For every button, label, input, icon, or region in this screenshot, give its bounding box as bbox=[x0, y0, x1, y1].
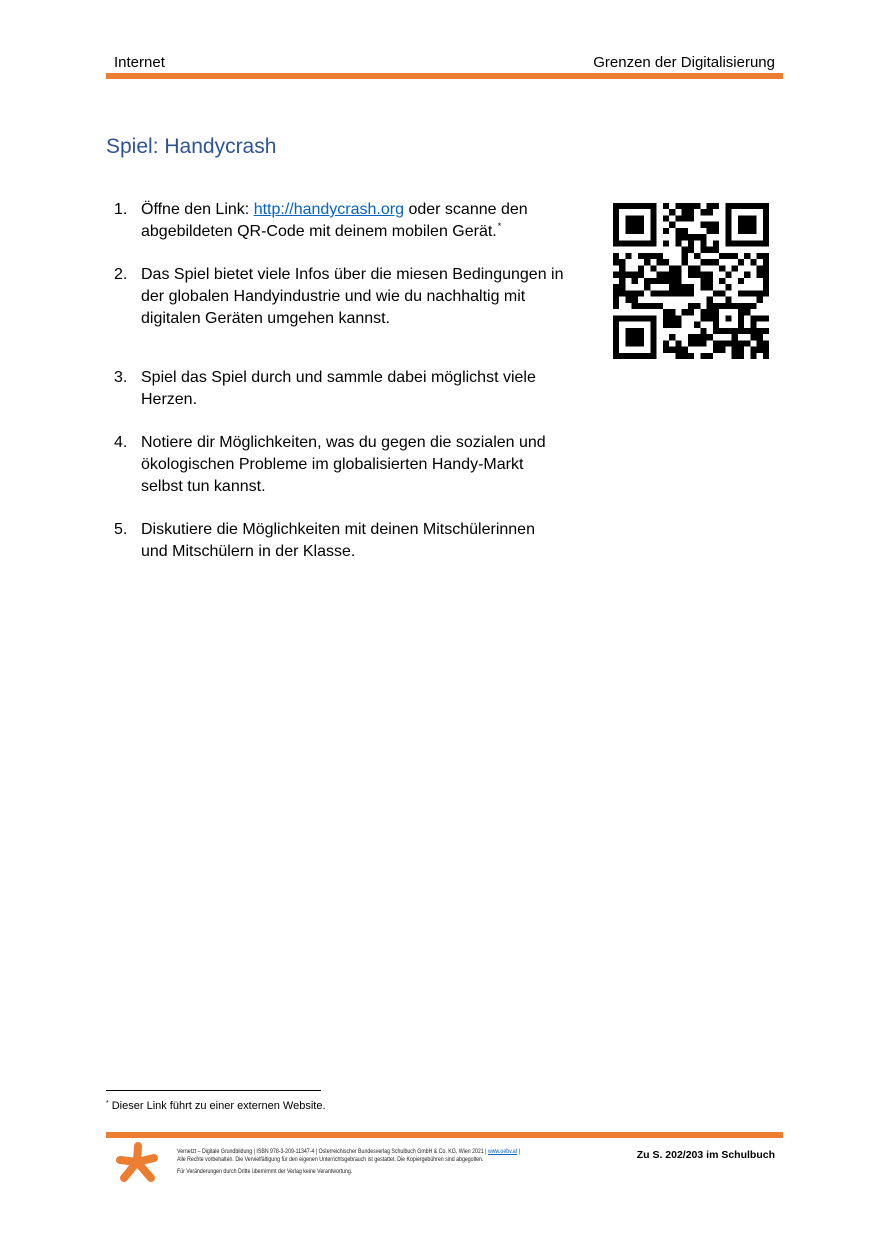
task-text-line: Herzen. bbox=[141, 391, 198, 408]
task-text-line: Notiere dir Möglichkeiten, was du gegen die sozialen und bbox=[141, 434, 546, 451]
task-text-line: ökologischen Probleme im globalisierten Handy-Markt bbox=[141, 456, 524, 473]
task-item bbox=[114, 367, 594, 411]
task-text-line bbox=[141, 199, 528, 221]
header-topic-label: Grenzen der Digitalisierung bbox=[593, 54, 775, 71]
task-text bbox=[141, 199, 528, 243]
footer-line bbox=[177, 1148, 520, 1156]
footnote bbox=[106, 1099, 326, 1113]
task-list bbox=[114, 199, 594, 563]
task-text-line: Diskutiere die Möglichkeiten mit deinen Mitschülerinnen bbox=[141, 521, 535, 538]
schoolbook-page-reference: Zu S. 202/203 im Schulbuch bbox=[636, 1149, 775, 1161]
task-link-intro: Öffne den Link: bbox=[141, 201, 250, 218]
task-text bbox=[141, 432, 546, 498]
task-text-segment: abgebildeten QR-Code mit deinem mobilen Gerät. bbox=[141, 223, 497, 240]
task-text-line bbox=[141, 221, 528, 243]
task-number: 4. bbox=[114, 434, 128, 451]
page-title: Spiel: Handycrash bbox=[106, 135, 277, 158]
header-section-label: Internet bbox=[114, 54, 165, 71]
task-text-line: Spiel das Spiel durch und sammle dabei möglichst viele bbox=[141, 369, 536, 386]
publisher-logo bbox=[115, 1141, 159, 1183]
task-item bbox=[114, 519, 594, 563]
footer-line: Alle Rechte vorbehalten. Die Vervielfältigung für den eigenen Unterrichtsgebrauch ist gestattet. Die Kopiergebühren sind abgegolten. bbox=[177, 1157, 484, 1163]
task-text-line: Das Spiel bietet viele Infos über die miesen Bedingungen in bbox=[141, 266, 564, 283]
footer-divider bbox=[106, 1132, 783, 1138]
handycrash-link[interactable]: http://handycrash.org bbox=[253, 201, 404, 218]
task-text-line: der globalen Handyindustrie und wie du nachhaltig mit bbox=[141, 288, 526, 305]
task-text bbox=[141, 264, 564, 330]
task-text-line: selbst tun kannst. bbox=[141, 478, 266, 495]
header-divider bbox=[106, 73, 783, 79]
footer-separator: | bbox=[518, 1149, 520, 1155]
logo-arm bbox=[137, 1162, 151, 1178]
task-text bbox=[141, 519, 535, 563]
task-text-line: und Mitschülern in der Klasse. bbox=[141, 543, 356, 560]
publisher-website-link[interactable]: www.oebv.at bbox=[487, 1149, 518, 1155]
task-number: 5. bbox=[114, 521, 128, 538]
footnote-divider bbox=[106, 1090, 321, 1091]
footnote-marker: * bbox=[106, 1100, 109, 1107]
qr-code bbox=[613, 203, 769, 359]
task-link-outro: oder scanne den bbox=[408, 201, 528, 218]
task-item bbox=[114, 199, 594, 243]
task-text-line: digitalen Geräten umgehen kannst. bbox=[141, 310, 391, 327]
footer-line: Für Veränderungen durch Dritte übernimmt der Verlag keine Verantwortung. bbox=[177, 1169, 353, 1175]
task-number: 3. bbox=[114, 369, 128, 386]
task-text bbox=[141, 367, 536, 411]
footer-publication-info: Vernetzt – Digitale Grundbildung | ISBN 978-3-209-11347-4 | Österreichischer Bundesverlag Schulbuch GmbH & Co. KG, Wien 2021 | bbox=[177, 1149, 487, 1155]
footnote-text: Dieser Link führt zu einer externen Website. bbox=[111, 1100, 326, 1112]
footnote-reference-marker: * bbox=[497, 221, 502, 231]
task-number: 2. bbox=[114, 266, 128, 283]
footer-copyright bbox=[177, 1148, 520, 1176]
task-item bbox=[114, 264, 594, 330]
task-number: 1. bbox=[114, 201, 128, 218]
task-item bbox=[114, 432, 594, 498]
